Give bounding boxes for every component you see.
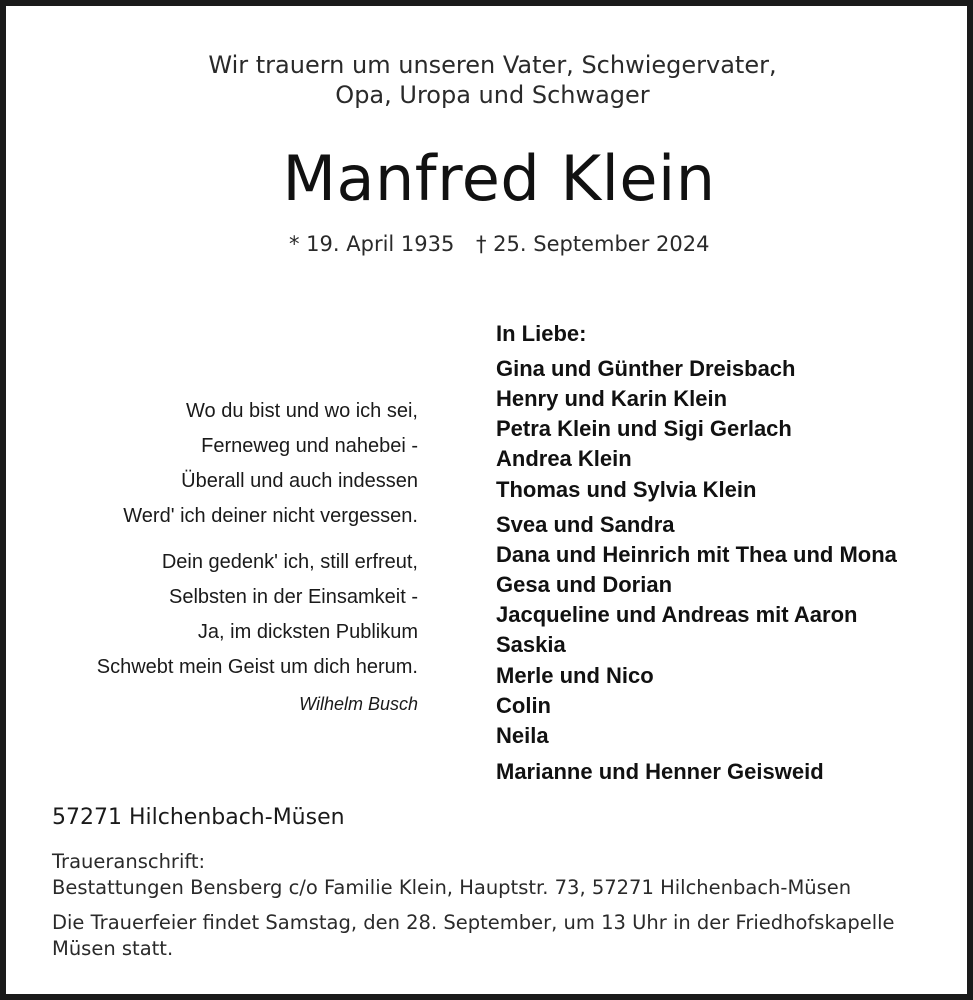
poem-line: Schwebt mein Geist um dich herum. — [96, 656, 418, 678]
mourner-child: Thomas und Sylvia Klein — [496, 477, 757, 502]
poem-line: Dein gedenk' ich, still erfreut, — [161, 551, 418, 573]
poem-line: Überall und auch indessen — [181, 470, 418, 492]
mourner-grandchild: Saskia — [496, 632, 566, 657]
mourner-grandchild: Gesa und Dorian — [496, 572, 673, 597]
service-info-line-2: Müsen statt. — [52, 937, 174, 960]
intro-line-1: Wir trauern um unseren Vater, Schwiegervater, — [208, 51, 777, 79]
intro-line-2: Opa, Uropa und Schwager — [335, 81, 650, 109]
mourner-child: Petra Klein und Sigi Gerlach — [496, 416, 792, 441]
mourner-grandchild: Neila — [496, 723, 549, 748]
mourner-grandchild: Merle und Nico — [496, 663, 654, 688]
poem-author: Wilhelm Busch — [299, 694, 418, 714]
poem-line: Wo du bist und wo ich sei, — [186, 400, 418, 422]
mourners-heading: In Liebe: — [496, 321, 587, 346]
mourner-grandchild: Jacqueline und Andreas mit Aaron — [496, 602, 858, 627]
death-date: † 25. September 2024 — [476, 232, 710, 256]
poem-line: Ferneweg und nahebei - — [201, 435, 418, 457]
poem-line: Selbsten in der Einsamkeit - — [168, 586, 418, 608]
poem-line: Ja, im dicksten Publikum — [197, 621, 418, 643]
mourner-grandchild: Colin — [496, 693, 551, 718]
mourner-child: Henry und Karin Klein — [496, 386, 728, 411]
birth-date: * 19. April 1935 — [289, 232, 455, 256]
address-label: Traueranschrift: — [52, 850, 206, 873]
mourner-grandchild: Dana und Heinrich mit Thea und Mona — [496, 542, 897, 567]
service-info-line-1: Die Trauerfeier findet Samstag, den 28. September, um 13 Uhr in der Friedhofskapelle — [52, 911, 895, 934]
mourner-child: Andrea Klein — [496, 446, 632, 471]
place-of-residence: 57271 Hilchenbach-Müsen — [52, 805, 345, 830]
mourning-address: Bestattungen Bensberg c/o Familie Klein, Hauptstr. 73, 57271 Hilchenbach-Müsen — [52, 876, 852, 899]
mourner-child: Gina und Günther Dreisbach — [496, 356, 796, 381]
mourner-grandchild: Svea und Sandra — [496, 512, 675, 537]
deceased-name: Manfred Klein — [282, 142, 716, 215]
poem-line: Werd' ich deiner nicht vergessen. — [123, 505, 418, 527]
mourner-other: Marianne und Henner Geisweid — [496, 759, 824, 784]
